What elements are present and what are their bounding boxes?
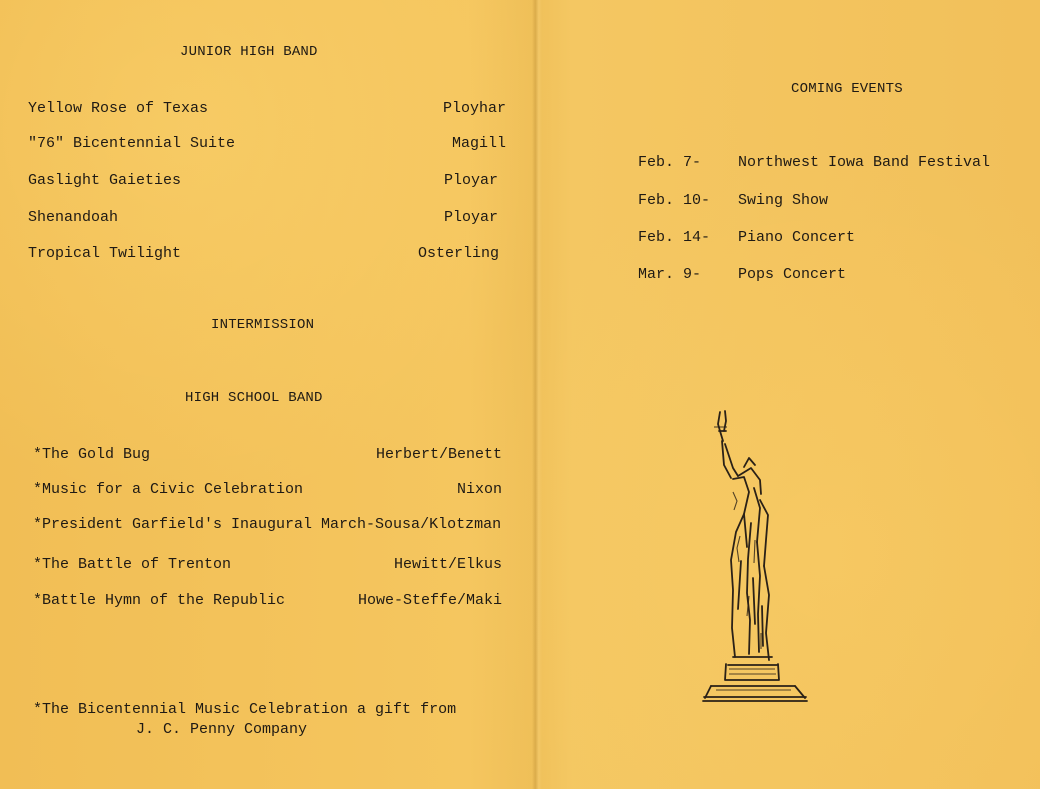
piece-composer: Herbert/Benett (375, 446, 502, 463)
junior-piece-row (28, 135, 506, 155)
event-date: Feb. 7- (638, 154, 702, 171)
event-name: Swing Show (738, 192, 829, 209)
piece-title: Tropical Twilight (28, 245, 182, 262)
event-date: Mar. 9- (638, 266, 702, 283)
piece-title: *President Garfield's Inaugural March-Sousa/Klotzman (33, 516, 502, 533)
piece-title: Gaslight Gaieties (28, 172, 182, 189)
junior-piece-row (28, 100, 506, 120)
event-name: Pops Concert (738, 266, 847, 283)
high-school-piece-row (33, 556, 502, 576)
event-date: Feb. 14- (638, 229, 711, 246)
piece-composer: Ployar (443, 172, 498, 189)
piece-title: *The Battle of Trenton (33, 556, 232, 573)
coming-events-heading: COMING EVENTS (791, 81, 903, 97)
piece-title: Yellow Rose of Texas (28, 100, 209, 117)
event-name: Northwest Iowa Band Festival (738, 154, 991, 171)
high-school-band-heading: HIGH SCHOOL BAND (185, 390, 323, 406)
piece-title: *The Gold Bug (33, 446, 151, 463)
piece-composer: Ployhar (442, 100, 506, 117)
piece-composer: Magill (451, 135, 506, 152)
event-name: Piano Concert (738, 229, 856, 246)
statue-of-liberty-icon (702, 410, 808, 706)
piece-title: *Battle Hymn of the Republic (33, 592, 286, 609)
high-school-piece-row (33, 446, 502, 466)
piece-composer: Ployar (443, 209, 498, 226)
piece-composer: Nixon (456, 481, 502, 498)
piece-composer: Osterling (417, 245, 499, 262)
piece-title: *Music for a Civic Celebration (33, 481, 304, 498)
junior-piece-row (28, 245, 506, 265)
high-school-piece-row (33, 481, 502, 501)
high-school-piece-row (33, 516, 502, 536)
right-panel (542, 0, 1040, 789)
piece-title: "76" Bicentennial Suite (28, 135, 236, 152)
center-fold (532, 0, 542, 789)
credit-company: J. C. Penny Company (136, 721, 308, 738)
piece-composer: Howe-Steffe/Maki (357, 592, 502, 609)
junior-piece-row (28, 209, 506, 229)
piece-composer: Hewitt/Elkus (393, 556, 502, 573)
piece-title: Shenandoah (28, 209, 119, 226)
junior-piece-row (28, 172, 506, 192)
event-date: Feb. 10- (638, 192, 711, 209)
credit-line: *The Bicentennial Music Celebration a gift from (33, 701, 457, 718)
junior-band-heading: JUNIOR HIGH BAND (180, 44, 318, 60)
high-school-piece-row (33, 592, 502, 612)
intermission-heading: INTERMISSION (211, 317, 315, 333)
gift-credit (33, 700, 456, 740)
